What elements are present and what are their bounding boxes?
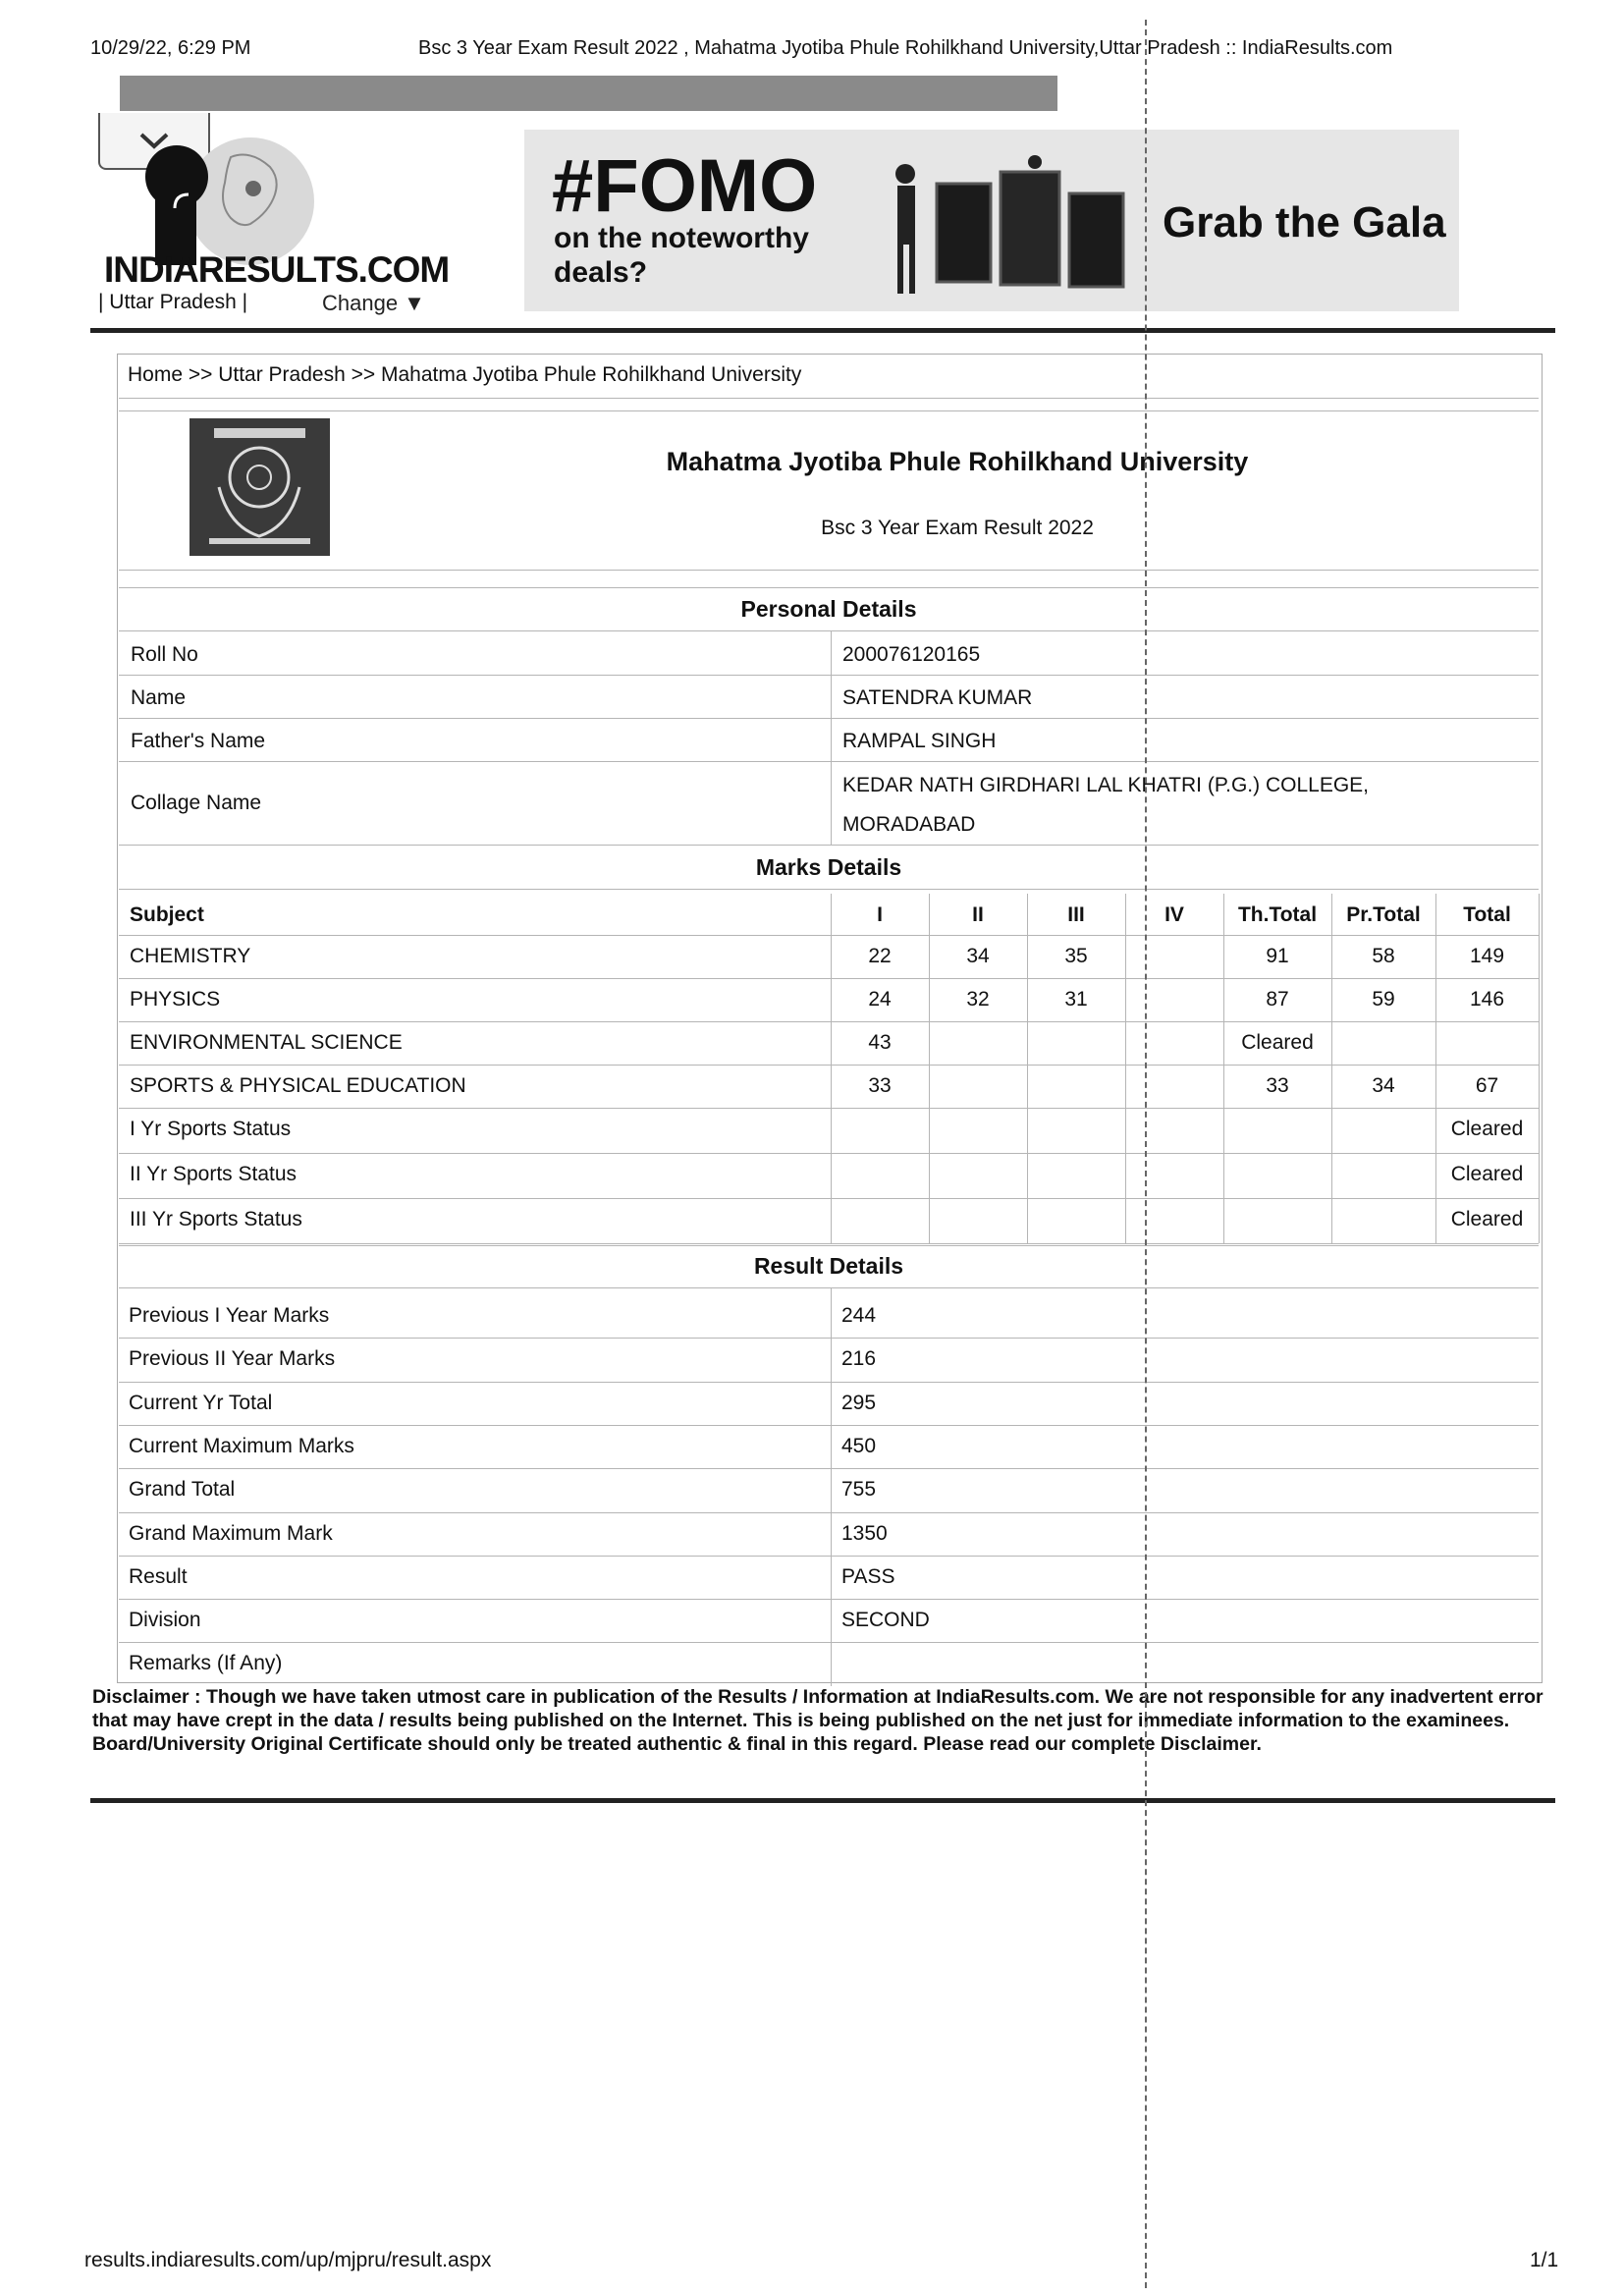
marks-cell-theory-total: 33 <box>1266 1074 1289 1097</box>
divider <box>119 675 1539 676</box>
column-divider <box>1331 894 1332 1243</box>
marks-cell-total: 67 <box>1475 1074 1499 1097</box>
result-label: Grand Total <box>129 1478 236 1502</box>
marks-subject-cell: II Yr Sports Status <box>130 1163 298 1185</box>
column-divider <box>831 894 832 1243</box>
divider <box>119 845 1539 846</box>
college-name-line2: MORADABAD <box>842 813 976 836</box>
column-divider <box>1223 894 1224 1243</box>
change-state-link[interactable]: Change ▼ <box>322 291 425 315</box>
result-value: PASS <box>841 1564 895 1588</box>
college-name-line1: KEDAR NATH GIRDHARI LAL KHATRI (P.G.) COLLEGE, <box>842 774 1370 796</box>
column-divider <box>831 1287 832 1686</box>
divider <box>119 398 1539 399</box>
divider <box>119 1198 1539 1199</box>
divider <box>119 1599 1539 1600</box>
ad-subline: on the noteworthy deals? <box>554 222 809 289</box>
marks-header-sem-i: I <box>877 903 883 926</box>
marks-cell-sem-ii: 34 <box>966 945 990 967</box>
name-label: Name <box>131 686 187 709</box>
roll-no-label: Roll No <box>131 643 198 666</box>
exam-title: Bsc 3 Year Exam Result 2022 <box>821 517 1094 539</box>
divider <box>119 978 1539 979</box>
print-datetime: 10/29/22, 6:29 PM <box>90 37 251 59</box>
divider <box>119 1243 1539 1244</box>
marks-cell-total: Cleared <box>1450 1118 1524 1140</box>
marks-cell-practical-total: 59 <box>1372 988 1395 1011</box>
marks-subject-cell: I Yr Sports Status <box>130 1118 292 1140</box>
result-value: 295 <box>841 1391 877 1414</box>
marks-cell-theory-total: Cleared <box>1241 1031 1314 1054</box>
result-panel <box>117 354 1543 1683</box>
divider <box>119 1382 1539 1383</box>
marks-subject-cell: III Yr Sports Status <box>130 1208 302 1230</box>
result-value: 244 <box>841 1304 877 1327</box>
divider <box>119 1153 1539 1154</box>
tablet-devices-image <box>888 154 1153 301</box>
site-logo-text: INDIARESULTS.COM <box>104 249 450 290</box>
marks-header-subject: Subject <box>130 903 204 926</box>
result-value: 755 <box>841 1478 877 1502</box>
column-divider <box>929 894 930 1243</box>
divider <box>119 1065 1539 1066</box>
result-label: Result <box>129 1564 188 1588</box>
divider <box>119 1512 1539 1513</box>
fathers-name-value: RAMPAL SINGH <box>842 730 997 752</box>
ad-banner[interactable] <box>524 130 1459 311</box>
print-page-title: Bsc 3 Year Exam Result 2022 , Mahatma Jyotiba Phule Rohilkhand University,Uttar Pradesh :: IndiaResults.com <box>418 37 1393 59</box>
personal-details-heading: Personal Details <box>740 596 917 622</box>
scan-fold-line <box>1145 20 1147 2288</box>
marks-subject-cell: PHYSICS <box>130 988 221 1011</box>
marks-header-theory-total: Th.Total <box>1237 903 1318 926</box>
divider <box>119 410 1539 411</box>
divider <box>119 587 1539 588</box>
marks-cell-theory-total: 87 <box>1266 988 1289 1011</box>
divider <box>119 1338 1539 1339</box>
divider <box>119 1642 1539 1643</box>
marks-cell-total: 149 <box>1469 945 1505 967</box>
divider <box>119 1425 1539 1426</box>
result-value: 450 <box>841 1434 877 1457</box>
result-value: 1350 <box>841 1521 888 1545</box>
column-divider <box>831 630 832 845</box>
marks-subject-cell: CHEMISTRY <box>130 945 251 967</box>
result-value: SECOND <box>841 1609 930 1632</box>
marks-header-sem-iv: IV <box>1164 903 1184 926</box>
result-details-heading: Result Details <box>753 1253 904 1279</box>
marks-subject-cell: ENVIRONMENTAL SCIENCE <box>130 1031 403 1054</box>
result-label: Grand Maximum Mark <box>129 1521 333 1545</box>
result-label: Previous II Year Marks <box>129 1347 336 1371</box>
marks-header-total: Total <box>1463 903 1511 926</box>
marks-cell-practical-total: 34 <box>1372 1074 1395 1097</box>
result-value: 216 <box>841 1347 877 1371</box>
disclaimer-text: Disclaimer : Though we have taken utmost care in publication of the Results / Information at IndiaResults.com. We are not responsible for any inadvertent error that may have crept in the data / results being published on the Internet. This is being published on the net just for immediate information to the examinees. Board/University Original Certificate should only be treated authentic & final in this regard. Please read our complete Disclaimer. <box>92 1686 1543 1755</box>
result-label: Remarks (If Any) <box>129 1652 283 1675</box>
print-page-number: 1/1 <box>1530 2249 1559 2271</box>
ad-cta: Grab the Gala <box>1163 198 1446 246</box>
header-divider <box>90 328 1555 333</box>
divider <box>119 630 1539 631</box>
divider <box>119 889 1539 890</box>
state-label: | Uttar Pradesh | <box>98 291 248 313</box>
column-divider <box>1435 894 1436 1243</box>
marks-cell-total: 146 <box>1469 988 1505 1011</box>
divider <box>119 935 1539 936</box>
result-label: Current Maximum Marks <box>129 1434 354 1457</box>
footer-divider <box>90 1798 1555 1803</box>
name-value: SATENDRA KUMAR <box>842 686 1033 709</box>
fathers-name-label: Father's Name <box>131 730 266 752</box>
divider <box>119 1245 1539 1246</box>
marks-header-sem-iii: III <box>1067 903 1085 926</box>
breadcrumb[interactable]: Home >> Uttar Pradesh >> Mahatma Jyotiba Phule Rohilkhand University <box>128 363 802 386</box>
marks-cell-theory-total: 91 <box>1266 945 1289 967</box>
print-footer-url: results.indiaresults.com/up/mjpru/result.aspx <box>84 2249 492 2271</box>
college-name-label: Collage Name <box>131 792 262 814</box>
marks-cell-sem-ii: 32 <box>966 988 990 1011</box>
result-label: Previous I Year Marks <box>129 1304 330 1327</box>
column-divider <box>1539 894 1540 1243</box>
divider <box>119 1108 1539 1109</box>
marks-details-heading: Marks Details <box>755 854 902 880</box>
marks-cell-total: Cleared <box>1450 1208 1524 1230</box>
marks-cell-sem-iii: 31 <box>1064 988 1088 1011</box>
ad-headline: #FOMO <box>552 144 818 228</box>
divider <box>119 761 1539 762</box>
result-label: Current Yr Total <box>129 1391 273 1414</box>
divider <box>119 1021 1539 1022</box>
divider <box>119 1468 1539 1469</box>
result-label: Division <box>129 1609 201 1632</box>
marks-cell-total: Cleared <box>1450 1163 1524 1185</box>
marks-header-sem-ii: II <box>972 903 984 926</box>
divider <box>119 1287 1539 1288</box>
divider <box>119 570 1539 571</box>
marks-cell-practical-total: 58 <box>1372 945 1395 967</box>
marks-cell-sem-iii: 35 <box>1064 945 1088 967</box>
marks-cell-sem-i: 43 <box>868 1031 892 1054</box>
roll-no-value: 200076120165 <box>842 643 981 666</box>
top-nav-bar <box>120 76 1057 111</box>
marks-subject-cell: SPORTS & PHYSICAL EDUCATION <box>130 1074 466 1097</box>
marks-header-practical-total: Pr.Total <box>1346 903 1421 926</box>
column-divider <box>1027 894 1028 1243</box>
column-divider <box>1125 894 1126 1243</box>
marks-cell-sem-i: 24 <box>868 988 892 1011</box>
marks-cell-sem-i: 33 <box>868 1074 892 1097</box>
university-name: Mahatma Jyotiba Phule Rohilkhand University <box>666 447 1249 476</box>
marks-cell-sem-i: 22 <box>868 945 892 967</box>
divider <box>119 718 1539 719</box>
divider <box>119 1556 1539 1557</box>
